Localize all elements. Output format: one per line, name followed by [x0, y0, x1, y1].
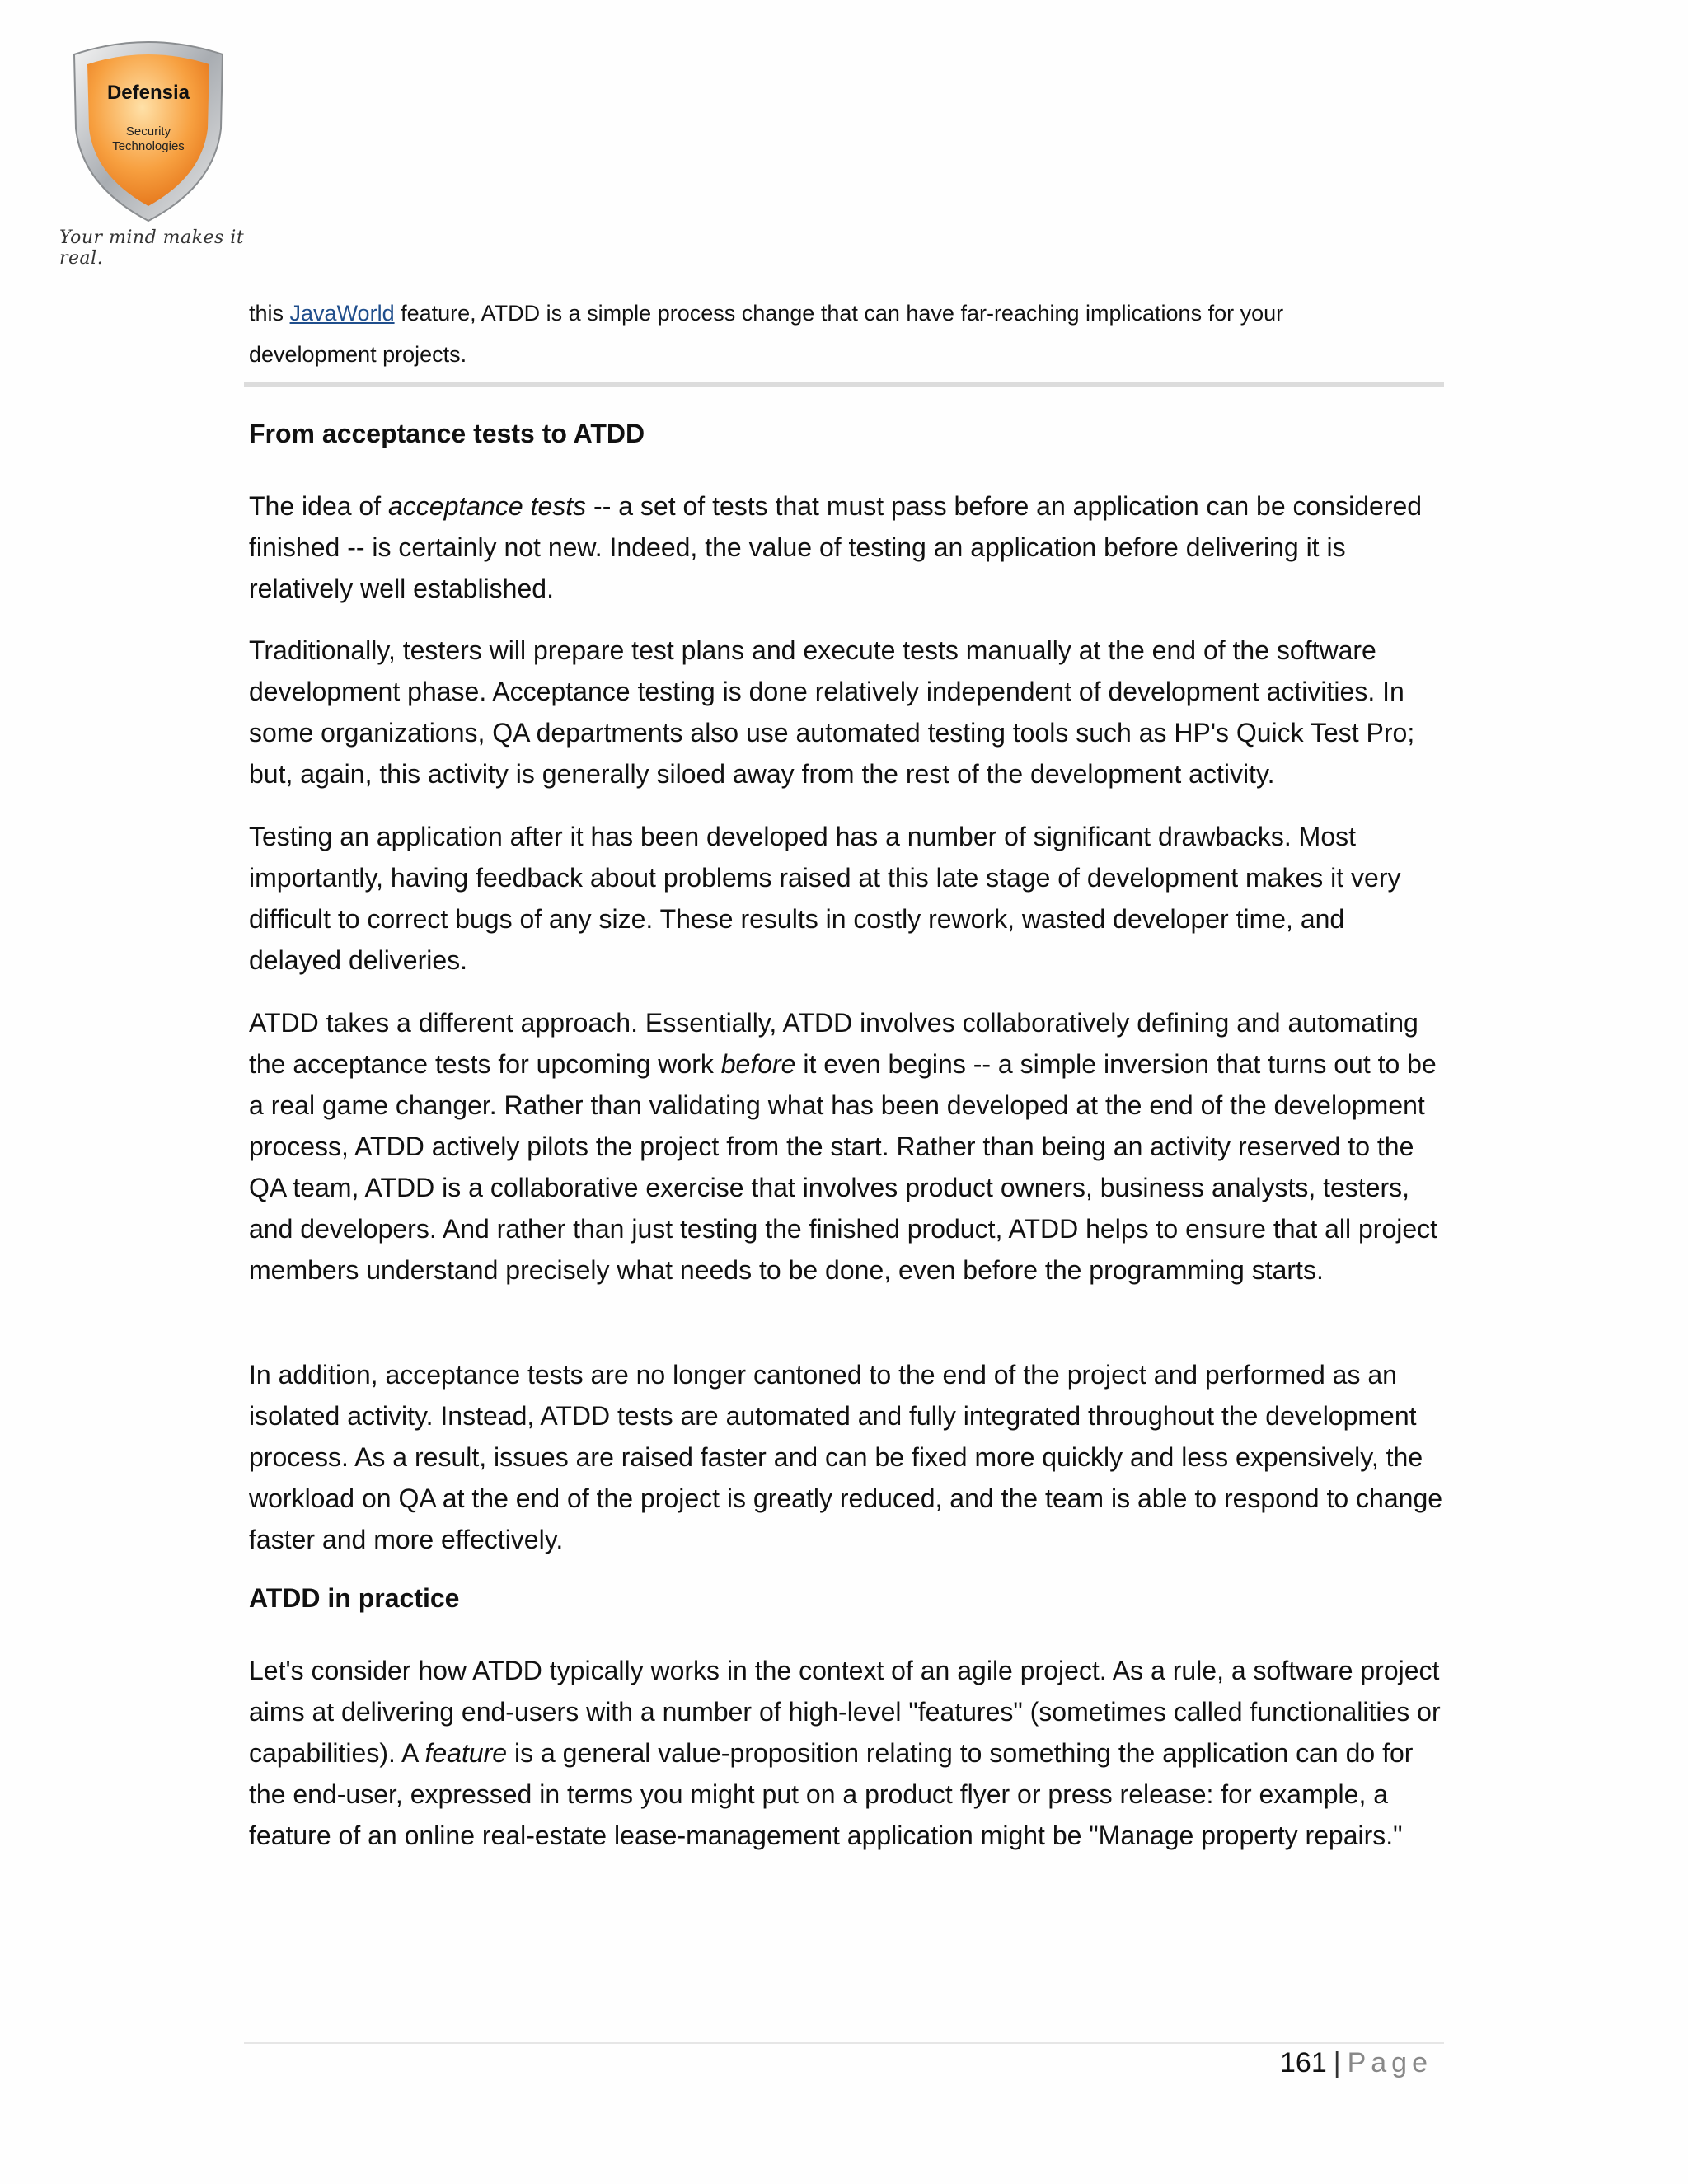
emphasis-text: before: [720, 1049, 796, 1079]
logo-sub1: Security: [125, 124, 171, 138]
page-label: Page: [1347, 2047, 1432, 2079]
intro-block: [249, 293, 1436, 375]
emphasis-text: acceptance tests: [388, 491, 587, 521]
company-logo: [58, 30, 239, 252]
paragraph: [249, 485, 1444, 609]
section-heading: ATDD in practice: [249, 1583, 460, 1613]
page-number: 161: [1280, 2047, 1327, 2079]
logo-name: Defensia: [106, 82, 190, 104]
paragraph-text: -- a set of tests that must pass before an application can be considered finished -- is certainly not new. Indeed, the value of testing an application before delivering it is relatively well established.: [249, 491, 1423, 603]
divider: [244, 382, 1444, 387]
paragraph: In addition, acceptance tests are no longer cantoned to the end of the project and performed as an isolated activity. Instead, ATDD tests are automated and fully integrated throughout the development process. As a result, issues are raised faster and can be fixed more quickly and less expensively, the workload on QA at the end of the project is greatly reduced, and the team is able to respond to change faster and more effectively.: [249, 1360, 1443, 1554]
intro-text-line2: development projects.: [249, 342, 467, 367]
paragraph-text: ATDD takes a different approach. Essentially, ATDD involves collaboratively defining and automating the acceptance tests for upcoming work: [249, 1008, 1418, 1079]
paragraph: Traditionally, testers will prepare test plans and execute tests manually at the end of the software development phase. Acceptance testing is done relatively independent of development activities. In some organizations, QA departments also use automated testing tools such as HP's Quick Test Pro; but, again, this activity is generally siloed away from the rest of the development activity.: [249, 635, 1415, 789]
paragraph: Testing an application after it has been developed has a number of significant drawbacks. Most importantly, having feedback about problems raised at this late stage of development makes it very difficult to correct bugs of any size. These results in costly rework, wasted developer time, and delayed deliveries.: [249, 822, 1401, 975]
logo-sub2: Technologies: [112, 139, 185, 153]
page-separator: |: [1333, 2047, 1341, 2079]
paragraph-text: is a general value-proposition relating to something the application can do for the end-user, expressed in terms you might put on a product flyer or press release: for example, a feature of an online real-estate lease-management application might be "Manage property repairs.": [249, 1738, 1414, 1850]
paragraph: [249, 1002, 1444, 1291]
paragraph-text: Let's consider how ATDD typically works in the context of an agile project. As a rule, a software project aims at delivering end-users with a number of high-level "features" (sometimes called functionalities or capabilities). A: [249, 1656, 1441, 1768]
intro-text-rest: feature, ATDD is a simple process change that can have far-reaching implications for your: [394, 301, 1284, 326]
paragraph-text: The idea of: [249, 491, 388, 521]
paragraph: [249, 1650, 1444, 1856]
paragraph-text: it even begins -- a simple inversion that turns out to be a real game changer. Rather than validating what has been developed at the end of the development process, ATDD actively pilots the project from the start. Rather than being an activity reserved to the QA team, ATDD is a collaborative exercise that involves product owners, business analysts, testers, and developers. And rather than just testing the finished product, ATDD helps to ensure that all project members understand precisely what needs to be done, even before the programming starts.: [249, 1049, 1438, 1285]
javaworld-link[interactable]: JavaWorld: [289, 301, 395, 326]
intro-text: [249, 293, 1436, 375]
shield-icon: [58, 30, 239, 227]
logo-tagline: Your mind makes it real.: [59, 227, 245, 269]
footer-divider: [244, 2042, 1444, 2044]
section-heading: From acceptance tests to ATDD: [249, 419, 645, 448]
page-footer: [1280, 2047, 1432, 2079]
emphasis-text: feature: [424, 1738, 508, 1768]
intro-text-start: this: [249, 301, 290, 326]
